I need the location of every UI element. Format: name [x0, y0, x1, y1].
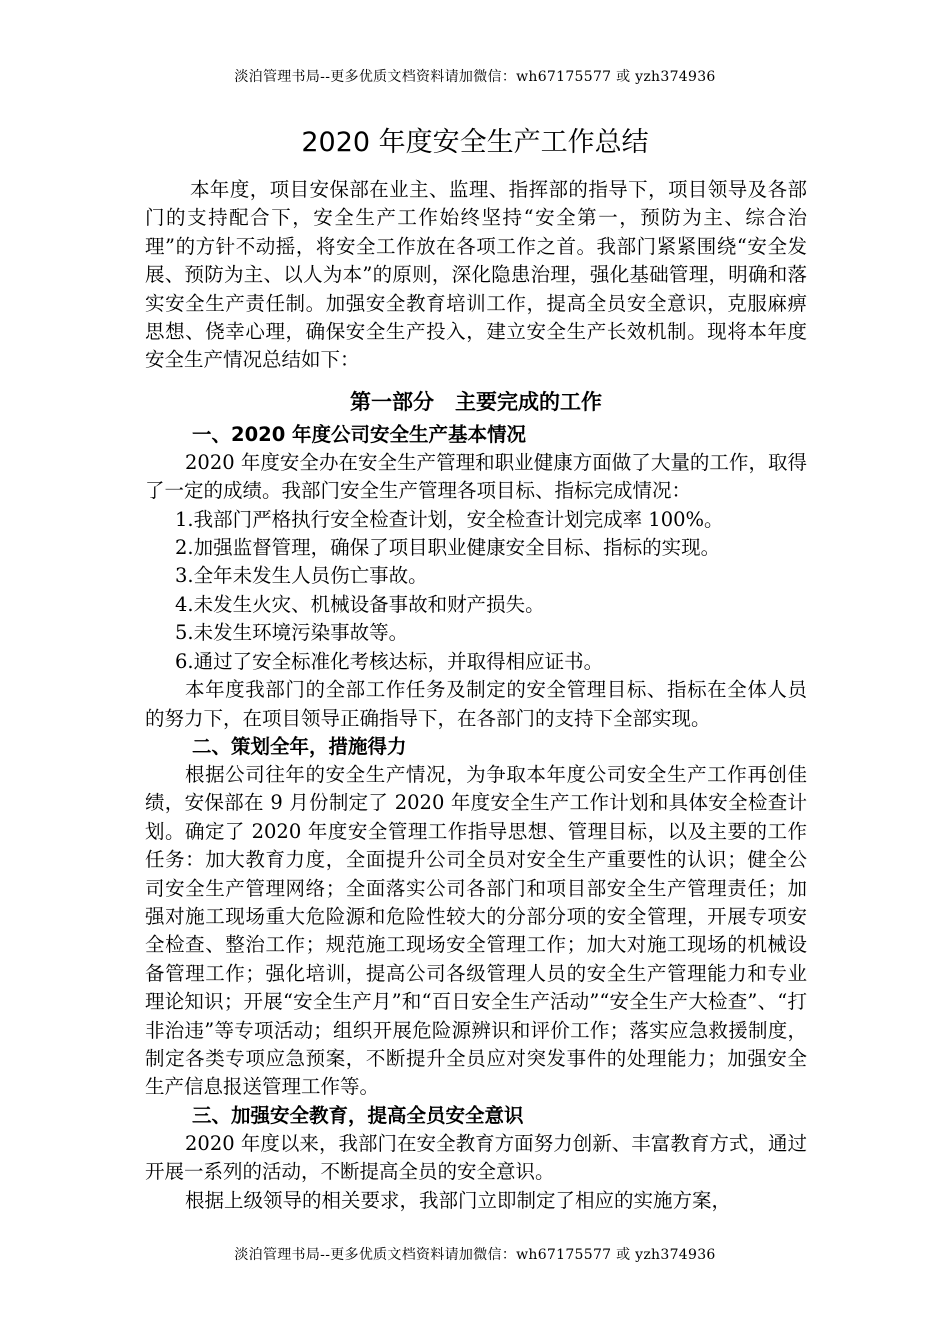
intro-paragraph: 本年度，项目安保部在业主、监理、指挥部的指导下，项目领导及各部门的支持配合下，安全生产工作始终坚持“安全第一，预防为主、综合治理”的方针不动摇，将安全工作放在各项工作之首。我部门紧紧围绕“安全发展、预防为主、以人为本”的原则，深化隐患治理，强化基础管理，明确和落实安全生产责任制。加强安全教育培训工作，提高全员安全意识，克服麻痹思想、侥幸心理，确保安全生产投入，建立安全生产长效机制。现将本年度安全生产情况总结如下： — [145, 178, 807, 372]
page-footer: 淡泊管理书局--更多优质文档资料请加微信：wh67175577 或 yzh374936 — [234, 1247, 716, 1263]
document-title: 2020 年度安全生产工作总结 — [301, 127, 649, 158]
section-1-paragraph: 2020 年度安全办在安全生产管理和职业健康方面做了大量的工作，取得了一定的成绩。我部门安全生产管理各项目标、指标完成情况： — [145, 450, 807, 503]
section-2-paragraph: 根据公司往年的安全生产情况，为争取本年度公司安全生产工作再创佳绩，安保部在 9 月份制定了 2020 年度安全生产工作计划和具体安全检查计划。确定了 2020 年度安全管理工作指导思想、管理目标，以及主要的工作任务：加大教育力度，全面提升公司全员对安全生产重要性的认识；健全公司安全生产管理网络；全面落实公司各部门和项目部安全生产管理责任；加强对施工现场重大危险源和危险性较大的分部分项的安全管理，开展专项安全检查、整治工作；规范施工现场安全管理工作；加大对施工现场的机械设备管理工作；强化培训，提高公司各级管理人员的安全生产管理能力和专业理论知识；开展“安全生产月”和“百日安全生产活动”“安全生产大检查”、“打非治违”等专项活动；组织开展危险源辨识和评价工作；落实应急救援制度，制定各类专项应急预案，不断提升全员应对突发事件的处理能力；加强安全生产信息报送管理工作等。 — [145, 762, 807, 1099]
section-1-heading: 一、2020 年度公司安全生产基本情况 — [192, 422, 527, 446]
list-item: 4.未发生火灾、机械设备事故和财产损失。 — [175, 592, 545, 616]
part-heading: 第一部分 主要完成的工作 — [350, 389, 602, 414]
section-3-heading: 三、加强安全教育，提高全员安全意识 — [192, 1103, 524, 1127]
list-item: 1.我部门严格执行安全检查计划，安全检查计划完成率 100%。 — [175, 507, 724, 531]
list-item: 2.加强监督管理，确保了项目职业健康安全目标、指标的实现。 — [175, 536, 721, 560]
section-3-paragraph-2: 根据上级领导的相关要求，我部门立即制定了相应的实施方案， — [185, 1188, 732, 1212]
list-item: 6.通过了安全标准化考核达标，并取得相应证书。 — [175, 649, 604, 673]
section-1-closing: 本年度我部门的全部工作任务及制定的安全管理目标、指标在全体人员的努力下，在项目领导正确指导下，在各部门的支持下全部实现。 — [145, 678, 807, 730]
list-item: 5.未发生环境污染事故等。 — [175, 621, 409, 645]
document-body — [145, 176, 807, 1215]
section-2-heading: 二、策划全年，措施得力 — [192, 734, 407, 758]
page-header: 淡泊管理书局--更多优质文档资料请加微信：wh67175577 或 yzh374936 — [234, 69, 716, 85]
list-item: 3.全年未发生人员伤亡事故。 — [175, 564, 428, 588]
section-3-paragraph-1: 2020 年度以来，我部门在安全教育方面努力创新、丰富教育方式，通过开展一系列的活动，不断提高全员的安全意识。 — [145, 1131, 807, 1184]
